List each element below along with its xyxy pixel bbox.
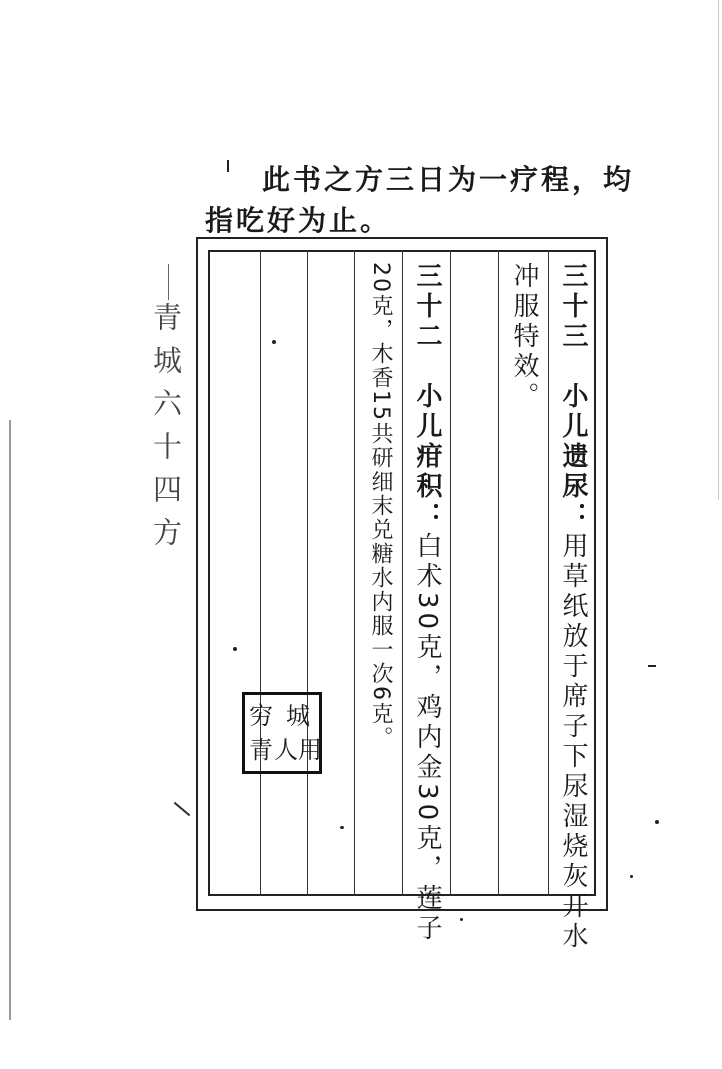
recipe-32-text: 20克，木香15共研细末兑糖水内服一次6克。 [368, 262, 393, 750]
column-rule [260, 250, 261, 896]
column-rule [354, 250, 355, 896]
recipe-32-heading: 三十二 小儿疳积： [412, 262, 442, 532]
recipe-32-text: 白术30克，鸡内金30克，莲子 [412, 532, 442, 945]
margin-title: 青城六十四方 [149, 302, 183, 560]
recipe-33-heading: 三十三 小儿遗尿： [558, 262, 588, 532]
scan-speck [227, 160, 229, 172]
recipe-32-line-2 [360, 262, 400, 750]
scan-edge [718, 0, 719, 500]
recipe-33-text: 用草纸放于席子下尿湿烧灰开水 [558, 532, 588, 952]
seal-char: 人 [274, 736, 298, 765]
seal-char: 青 [249, 736, 273, 765]
margin-rule [168, 264, 169, 300]
seal-char: 用 [298, 736, 322, 765]
scan-speck [272, 340, 276, 344]
recipe-33-text: 冲服特效。 [509, 262, 539, 412]
scan-speck [340, 826, 344, 829]
column-rule [307, 250, 308, 896]
recipe-33-line-2 [504, 262, 544, 412]
recipe-32-line-1 [407, 262, 447, 944]
column-rule [498, 250, 499, 896]
seal-char: 城 [286, 701, 310, 730]
scan-edge [9, 420, 11, 1020]
scan-speck [460, 918, 463, 921]
seal-char: 穷 [249, 701, 273, 730]
intro-line-2: 指吃好为止。 [205, 204, 392, 237]
scan-speck [655, 820, 659, 824]
margin-stroke [174, 802, 191, 816]
scan-speck [648, 665, 656, 667]
scan-speck [233, 647, 237, 651]
column-rule [450, 250, 451, 896]
seal-char [274, 734, 322, 768]
intro-line-1: 此书之方三日为一疗程，均 [262, 163, 635, 196]
seal-stamp [242, 692, 322, 774]
scan-speck [630, 875, 633, 878]
recipe-33-line-1 [553, 262, 593, 952]
column-rule [402, 250, 403, 896]
column-rule [548, 250, 549, 896]
